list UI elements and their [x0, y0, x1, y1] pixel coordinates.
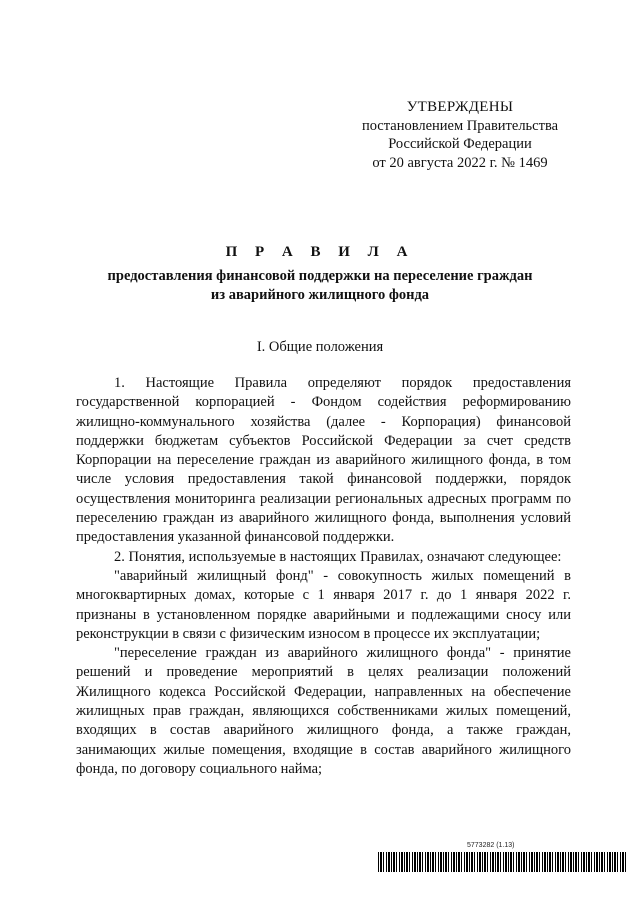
paragraph: 1. Настоящие Правила определяют порядок предоставления государственной корпорацией - Фондом содействия реформированию жилищно-коммунального хозяйства (далее - Корпорация) финансовой поддержки бюджетам субъектов Российской Федерации за счет средств Корпорации на переселение граждан из аварийного жилищного фонда, в том числе условия предоставления такой финансовой поддержки, порядок осуществления мониторинга реализации региональных адресных программ по переселению граждан из аварийного жилищного фонда, выполнения условий предоставления указанной финансовой поддержки.: [76, 375, 571, 546]
document-title: П Р А В И Л А: [225, 244, 415, 260]
document-body: [76, 374, 571, 779]
barcode-image: [378, 852, 626, 872]
paragraph: 2. Понятия, используемые в настоящих Правилах, означают следующее:: [114, 548, 562, 565]
approval-date: от 20 августа 2022 г. № 1469: [372, 154, 548, 171]
barcode-number: 5773282 (1.13): [467, 842, 515, 849]
approval-line: Российской Федерации: [388, 136, 532, 152]
document-subtitle: [0, 267, 640, 305]
paragraph: "переселение граждан из аварийного жилищного фонда" - принятие решений и проведение мероприятий в целях реализации положений Жилищного кодекса Российской Федерации, направленных на обеспечение жилищных прав граждан, являющихся собственниками жилых помещений, входящих в состав аварийного жилищного фонда, а также граждан, занимающих жилые помещения, входящие в состав аварийного жилищного фонда, по договору социального найма;: [76, 645, 571, 777]
approval-block: [340, 98, 580, 172]
paragraph: "аварийный жилищный фонд" - совокупность жилых помещений в многоквартирных домах, которые с 1 января 2017 г. до 1 января 2022 г. признаны в установленном порядке аварийными и подлежащими сносу или реконструкции в связи с физическим износом в процессе их эксплуатации;: [76, 567, 571, 642]
approval-line: постановлением Правительства: [361, 117, 559, 134]
approval-heading: УТВЕРЖДЕНЫ: [406, 99, 514, 115]
section-heading: I. Общие положения: [256, 339, 384, 355]
subtitle-line: предоставления финансовой поддержки на переселение граждан: [107, 268, 533, 284]
subtitle-line: из аварийного жилищного фонда: [210, 287, 430, 303]
